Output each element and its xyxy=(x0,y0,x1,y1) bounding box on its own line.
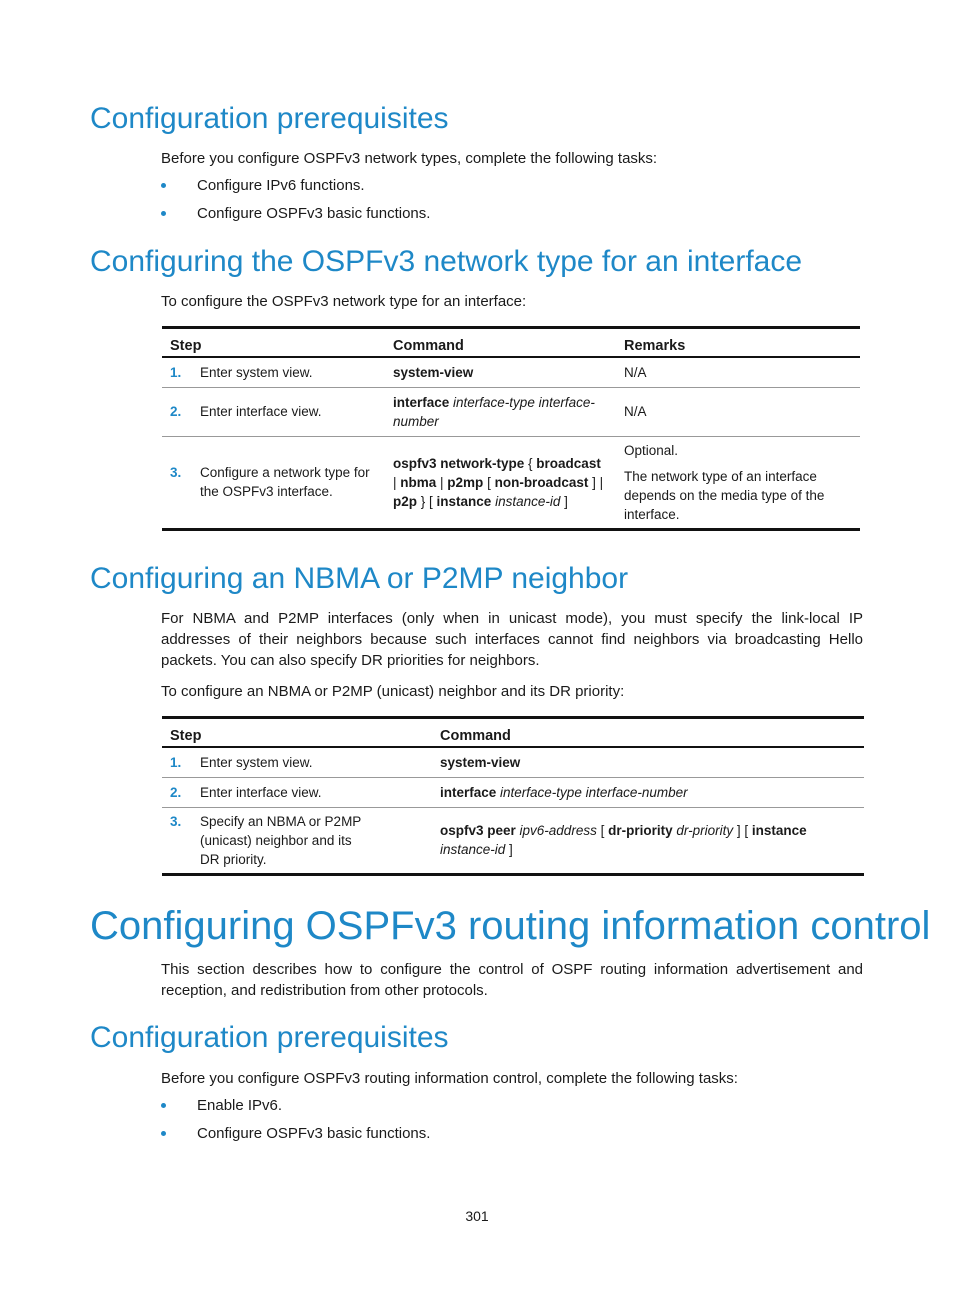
section-title-prerequisites: Configuration prerequisites xyxy=(90,102,449,135)
section-title-network-type: Configuring the OSPFv3 network type for an interface xyxy=(90,245,803,278)
page-number: 301 xyxy=(465,1208,489,1224)
table-row: 2. Enter interface view. interface interface-type interface-number xyxy=(162,777,864,807)
bullet-icon xyxy=(161,1103,166,1108)
table-row: 3. Specify an NBMA or P2MP (unicast) neighbor and its DR priority. ospfv3 peer ipv6-address [ dr-priority dr-priority ] [ instance instance-id ] xyxy=(162,807,864,874)
column-header-command: Command xyxy=(432,718,864,748)
body-paragraph: This section describes how to configure the control of OSPF routing information advertisement and reception, and redistribution from other protocols. xyxy=(161,961,863,999)
column-header-step: Step xyxy=(162,328,385,358)
column-header-remarks: Remarks xyxy=(616,328,860,358)
bullet-icon xyxy=(161,1131,166,1136)
table-row: 3. Configure a network type for the OSPFv3 interface. ospfv3 network-type { broadcast | nbma | p2mp [ non-broadcast ] | p2p } [ instance instance-id ] Optional. The network type of an interface depends on the media type of the interface. xyxy=(162,436,860,529)
bullet-icon xyxy=(161,183,166,188)
network-type-table xyxy=(162,326,860,531)
table-row: 1. Enter system view. system-view xyxy=(170,754,521,770)
bullet-icon xyxy=(161,211,166,216)
body-paragraph: For NBMA and P2MP interfaces (only when in unicast mode), you must specify the link-local IP addresses of their neighbors because such interfaces cannot find neighbors via broadcasting Hello packets. You can also specify DR priorities for neighbors. xyxy=(161,610,863,669)
intro-paragraph: To configure the OSPFv3 network type for an interface: xyxy=(161,293,527,310)
nbma-neighbor-table xyxy=(162,716,864,876)
intro-paragraph: Before you configure OSPFv3 network types, complete the following tasks: xyxy=(161,150,658,167)
column-header-step: Step xyxy=(162,718,432,748)
chapter-title: Configuring OSPFv3 routing information control xyxy=(90,904,931,948)
intro-paragraph: To configure an NBMA or P2MP (unicast) neighbor and its DR priority: xyxy=(161,683,625,700)
table-row: 1. Enter system view. system-view N/A xyxy=(170,364,647,380)
table-row: 2. Enter interface view. interface interface-type interface-number N/A xyxy=(162,387,860,436)
section-title-nbma-neighbor: Configuring an NBMA or P2MP neighbor xyxy=(90,562,629,595)
intro-paragraph: Before you configure OSPFv3 routing information control, complete the following tasks: xyxy=(161,1070,738,1087)
column-header-command: Command xyxy=(385,328,616,358)
section-title-prerequisites: Configuration prerequisites xyxy=(90,1021,449,1054)
